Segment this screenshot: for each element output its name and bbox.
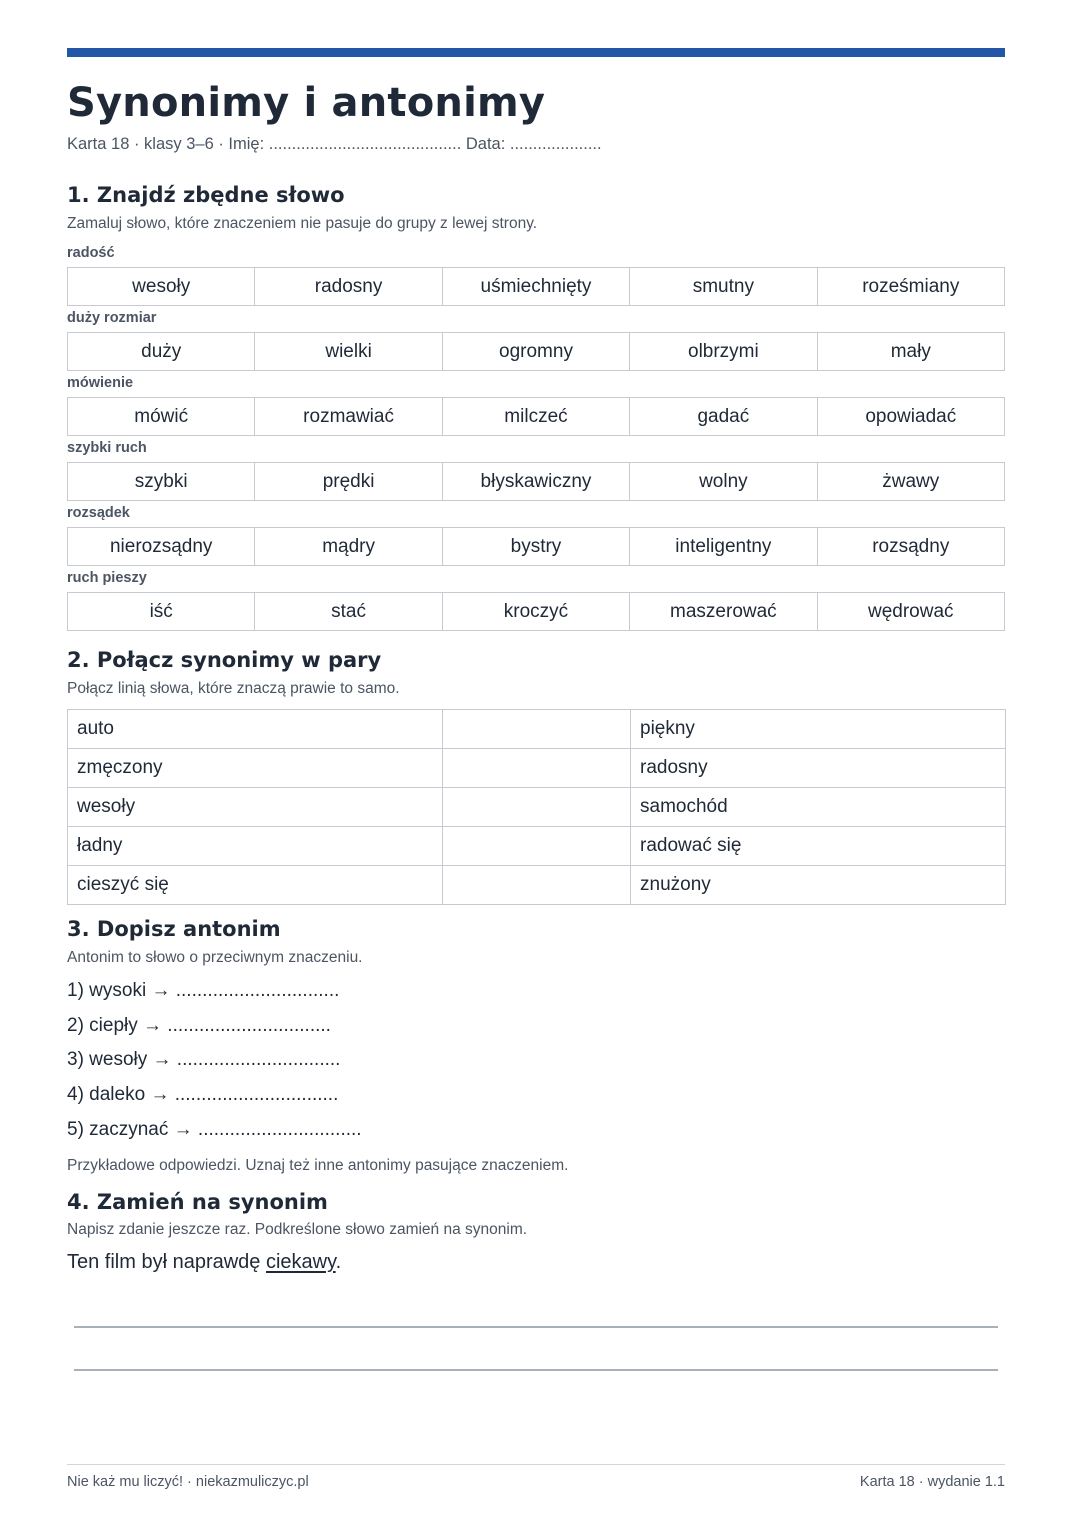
word-cell[interactable]: mądry (255, 528, 442, 566)
pair-connector-space[interactable] (443, 827, 631, 866)
table-row (68, 333, 1005, 371)
page-title: Synonimy i antonimy (67, 80, 546, 126)
word-cell[interactable]: mówić (68, 398, 255, 436)
writing-line[interactable] (74, 1326, 998, 1328)
word-cell[interactable]: opowiadać (817, 398, 1004, 436)
group-label: radość (67, 245, 115, 261)
accent-bar (67, 48, 1005, 57)
word-cell[interactable]: wędrować (817, 593, 1004, 631)
pair-connector-space[interactable] (443, 866, 631, 905)
group-label: szybki ruch (67, 440, 147, 456)
pair-left-word[interactable]: zmęczony (68, 749, 443, 788)
word-group-table (67, 592, 1005, 631)
antonym-item[interactable]: 2) ciepły → ............................... (67, 1015, 331, 1036)
word-cell[interactable]: wolny (630, 463, 817, 501)
antonym-item[interactable]: 5) zaczynać → ............................... (67, 1119, 362, 1140)
word-group-table (67, 462, 1005, 501)
word-group-table (67, 332, 1005, 371)
word-cell[interactable]: gadać (630, 398, 817, 436)
group-label: ruch pieszy (67, 570, 147, 586)
section1-heading: 1. Znajdź zbędne słowo (67, 183, 345, 207)
underlined-word: ciekawy (265, 1251, 336, 1273)
table-row (68, 593, 1005, 631)
example-sentence (67, 1251, 341, 1274)
word-cell[interactable]: ogromny (442, 333, 629, 371)
word-cell[interactable]: rozsądny (817, 528, 1004, 566)
pair-right-word[interactable]: samochód (631, 788, 1006, 827)
antonym-item[interactable]: 3) wesoły → ............................... (67, 1049, 341, 1070)
table-row (68, 463, 1005, 501)
word-cell[interactable]: błyskawiczny (442, 463, 629, 501)
sentence-end: . (335, 1251, 342, 1273)
pair-right-word[interactable]: radować się (631, 827, 1006, 866)
section3-instruction: Antonim to słowo o przeciwnym znaczeniu. (67, 949, 363, 966)
section2-heading: 2. Połącz synonimy w pary (67, 648, 382, 672)
group-label: rozsądek (67, 505, 130, 521)
word-cell[interactable]: olbrzymi (630, 333, 817, 371)
footer-divider (67, 1464, 1005, 1465)
word-cell[interactable]: roześmiany (817, 268, 1004, 306)
footer-left: Nie każ mu liczyć! · niekazmuliczyc.pl (67, 1474, 309, 1490)
section2-instruction: Połącz linią słowa, które znaczą prawie to samo. (67, 680, 400, 697)
table-row (68, 268, 1005, 306)
table-row (68, 528, 1005, 566)
word-group-table (67, 267, 1005, 306)
section4-heading: 4. Zamień na synonim (67, 1190, 328, 1214)
word-cell[interactable]: mały (817, 333, 1004, 371)
word-cell[interactable]: szybki (68, 463, 255, 501)
pair-right-word[interactable]: radosny (631, 749, 1006, 788)
antonym-item[interactable]: 4) daleko → ............................... (67, 1084, 339, 1105)
sentence-text: Ten film był naprawdę (67, 1251, 266, 1273)
writing-line[interactable] (74, 1369, 998, 1371)
word-cell[interactable]: żwawy (817, 463, 1004, 501)
word-cell[interactable]: nierozsądny (68, 528, 255, 566)
group-label: duży rozmiar (67, 310, 157, 326)
word-cell[interactable]: milczeć (442, 398, 629, 436)
word-cell[interactable]: smutny (630, 268, 817, 306)
word-cell[interactable]: rozmawiać (255, 398, 442, 436)
word-cell[interactable]: duży (68, 333, 255, 371)
word-cell[interactable]: inteligentny (630, 528, 817, 566)
pair-connector-space[interactable] (443, 788, 631, 827)
section4-instruction: Napisz zdanie jeszcze raz. Podkreślone słowo zamień na synonim. (67, 1221, 528, 1238)
word-cell[interactable]: kroczyć (442, 593, 629, 631)
word-cell[interactable]: maszerować (630, 593, 817, 631)
pair-right-word[interactable]: piękny (631, 710, 1006, 749)
word-cell[interactable]: wielki (255, 333, 442, 371)
section3-heading: 3. Dopisz antonim (67, 917, 281, 941)
antonym-item[interactable]: 1) wysoki → ............................... (67, 980, 340, 1001)
worksheet-meta: Karta 18 · klasy 3–6 · Imię: .......................................... Data: .................... (67, 135, 602, 153)
pair-left-word[interactable]: ładny (68, 827, 443, 866)
word-cell[interactable]: bystry (442, 528, 629, 566)
table-row (68, 866, 1006, 905)
pair-connector-space[interactable] (443, 749, 631, 788)
section1-instruction: Zamaluj słowo, które znaczeniem nie pasuje do grupy z lewej strony. (67, 215, 538, 232)
table-row (68, 749, 1006, 788)
footer-right: Karta 18 · wydanie 1.1 (859, 1474, 1005, 1490)
word-cell[interactable]: prędki (255, 463, 442, 501)
word-cell[interactable]: radosny (255, 268, 442, 306)
pair-left-word[interactable]: cieszyć się (68, 866, 443, 905)
word-cell[interactable]: wesoły (68, 268, 255, 306)
table-row (68, 827, 1006, 866)
pairs-table (67, 709, 1006, 905)
word-cell[interactable]: stać (255, 593, 442, 631)
group-label: mówienie (67, 375, 134, 391)
pair-left-word[interactable]: auto (68, 710, 443, 749)
word-group-table (67, 397, 1005, 436)
pair-right-word[interactable]: znużony (631, 866, 1006, 905)
word-cell[interactable]: iść (68, 593, 255, 631)
pair-connector-space[interactable] (443, 710, 631, 749)
table-row (68, 710, 1006, 749)
word-group-table (67, 527, 1005, 566)
answer-note: Przykładowe odpowiedzi. Uznaj też inne antonimy pasujące znaczeniem. (67, 1157, 569, 1174)
word-cell[interactable]: uśmiechnięty (442, 268, 629, 306)
table-row (68, 788, 1006, 827)
table-row (68, 398, 1005, 436)
pair-left-word[interactable]: wesoły (68, 788, 443, 827)
